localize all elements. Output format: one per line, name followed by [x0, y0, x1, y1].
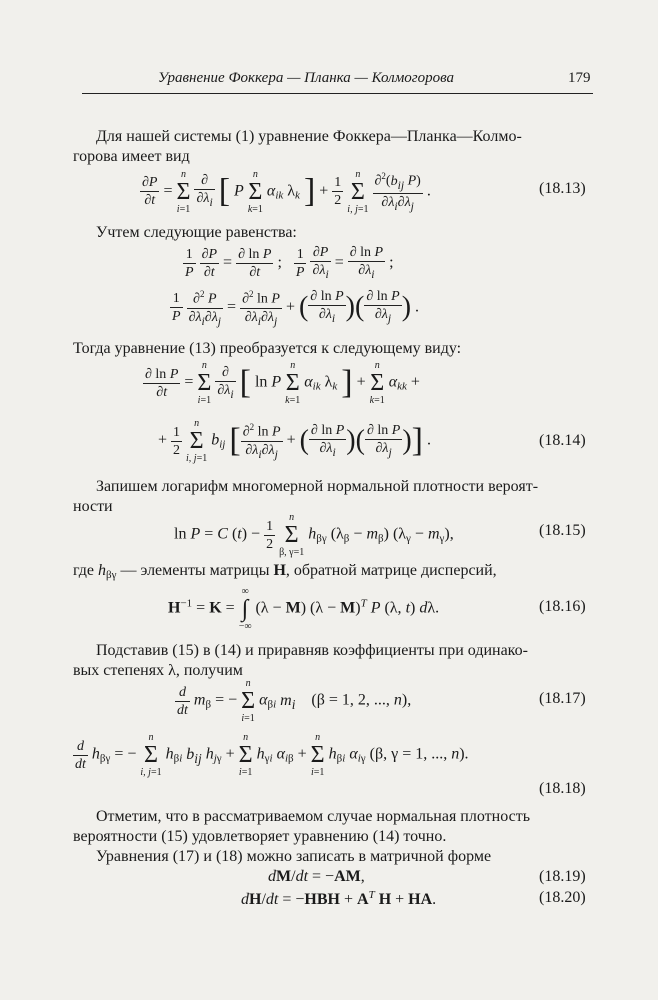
where-word: где [73, 562, 95, 579]
equation-18-19: dM/dt = −AM, [268, 868, 365, 885]
paragraph-line: Уравнения (17) и (18) можно записать в матричной форме [96, 848, 492, 865]
equation-18-15: ln P = C (t) − $\frac{1}{2}$ n Σ β, γ=1 $h_{\beta\gamma}$ $(\lambda_\beta - m_\beta) (\lambda_\gamma - m_\gamma)$, [174, 512, 454, 558]
where-rest: — элементы матрицы [120, 562, 270, 579]
equalities-line-2: $\frac{1}{P}$ $\frac{\partial^2 P}{\partial\lambda_i\partial\lambda_j}$ = $\frac{\partial^2 \ln P}{\partial\lambda_i\partial\lambda_j}$ + ( $\frac{\text{∂ ln P}}{\partial\lambda_i}$ )( $\frac{\text{∂ ln P}}{\partial\lambda_j}$ ) . [170, 286, 419, 329]
equation-18-20: $dH/dt = -HBH + A^T$ H + HA. [241, 889, 437, 908]
paragraph-line: Для нашей системы (1) уравнение Фоккера—Планка—Колмо- [96, 128, 522, 145]
paragraph-line: вых степенях λ, получим [73, 662, 243, 679]
equation-number: (18.19) [539, 868, 586, 885]
equation-18-14-line-2: + $\frac{1}{2}$ n Σ i, j=1 $b_{ij}$ [ $\frac{\partial^2 \ln P}{\partial\lambda_i\partial\lambda_j}$ + ( $\frac{\text{∂ ln P}}{\partial\lambda_i}$ )( $\frac{\text{∂ ln P}}{\partial\lambda_j}$ )] . [158, 418, 431, 464]
equalities-line-1: $\frac{1}{P}$ $\frac{\partial P}{\partial t}$ = $\frac{\text{∂ ln P}}{\partial t}$ ; $\frac{1}{P}$ $\frac{\partial P}{\partial\lambda_i}$ = $\frac{\text{∂ ln P}}{\partial\lambda_i}$ ; [185, 245, 394, 281]
paragraph-line: Отметим, что в рассматриваемом случае нормальная плотность [96, 808, 530, 825]
paragraph-line: вероятности (15) удовлетворяет уравнению (14) точно. [73, 828, 447, 845]
equation-number: (18.13) [539, 180, 586, 197]
paragraph-line: Учтем следующие равенства: [96, 224, 297, 241]
equation-18-18: $\frac{d}{dt}$ $h_{\beta\gamma}$ = − n Σ i, j=1 $h_{\beta i}$ $b_{ij}$ $h_{j\gamma}$ + n Σ i=1 $h_{\gamma i}$ $\alpha_{i\beta}$ + n Σ i=1 $h_{\beta i}$ $\alpha_{i\gamma}$ (β, γ = 1, ..., n). [75, 732, 469, 778]
paragraph-line: Запишем логарифм многомерной нормальной плотности вероят- [96, 478, 539, 495]
paragraph-line: горова имеет вид [73, 148, 190, 165]
equation-number: (18.15) [539, 522, 586, 539]
equation-number: (18.17) [539, 690, 586, 707]
equation-18-16: $H^{-1} = K$ = ∞ ∫ −∞ (λ − M) $(\lambda - M)^T$ P (λ, t) dλ. [168, 586, 440, 632]
equation-number: (18.18) [539, 780, 586, 797]
equation-number: (18.16) [539, 598, 586, 615]
equation-18-14-line-1: $\frac{\text{∂ ln P}}{\partial t}$ = n Σ i=1 $\frac{\partial}{\partial\lambda_i}$ [ ln P n Σ k=1 $\alpha_{ik}$ $\lambda_k$ ] + n Σ k=1 $\alpha_{kk}$ + [145, 360, 420, 406]
equation-18-17: $\frac{d}{dt}$ $m_\beta$ = − n Σ i=1 $\alpha_{\beta i}$ $m_i$ (β = 1, 2, ..., n), [177, 678, 412, 724]
equation-18-13: $\frac{\partial P}{\partial t}$ = n Σ i=1 $\frac{\partial}{\partial\lambda_i}$ [ P n Σ k=1 $\alpha_{ik}$ $\lambda_k$ ] + $\frac{1}{2}$ n Σ i, j=1 $\frac{\partial^2(b_{ij} P)}{\partial\lambda_i\partial\lambda_j}$ . [142, 168, 431, 215]
equation-number: (18.20) [539, 889, 586, 906]
page-number: 179 [568, 70, 591, 86]
paragraph-line: где $h_{\beta\gamma}$ — элементы матрицы H, обратной матрице дисперсий, [73, 562, 497, 581]
header-rule [82, 93, 593, 94]
paragraph-line: ности [73, 498, 113, 515]
where-tail: обратной матрице дисперсий, [293, 562, 497, 579]
paragraph-line: Тогда уравнение (13) преобразуется к следующему виду: [73, 340, 462, 357]
equation-number: (18.14) [539, 432, 586, 449]
paragraph-line: Подставив (15) в (14) и приравняв коэффициенты при одинако- [96, 642, 528, 659]
running-header-title: Уравнение Фоккера — Планка — Колмогорова [158, 70, 455, 86]
